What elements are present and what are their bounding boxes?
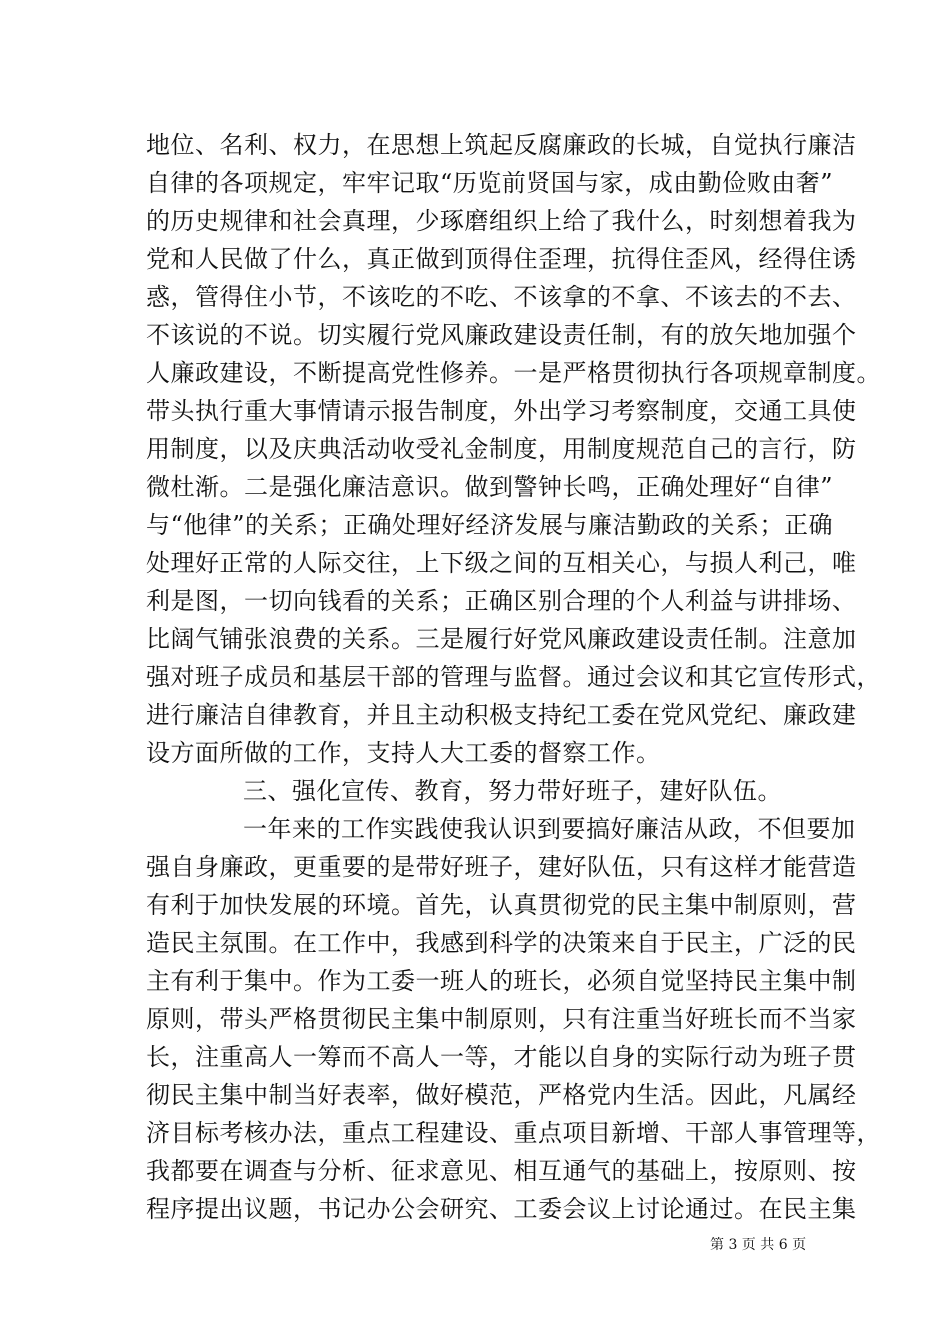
- text-line: 进行廉洁自律教育，并且主动积极支持纪工委在党风党纪、廉政建: [146, 701, 857, 729]
- text-line: 自律的各项规定，牢牢记取“历览前贤国与家，成由勤俭败由奢”: [146, 169, 834, 197]
- text-line: 带头执行重大事情请示报告制度，外出学习考察制度，交通工具使: [146, 397, 857, 425]
- text-line: 不该说的不说。切实履行党风廉政建设责任制，有的放矢地加强个: [146, 321, 857, 349]
- page-number: 第 3 页 共 6 页: [710, 1237, 807, 1253]
- text-line: 与“他律”的关系；正确处理好经济发展与廉洁勤政的关系；正确: [146, 511, 834, 539]
- text-line: 程序提出议题，书记办公会研究、工委会议上讨论通过。在民主集: [146, 1195, 857, 1223]
- text-line: 强自身廉政，更重要的是带好班子，建好队伍，只有这样才能营造: [146, 853, 857, 881]
- text-line: 的历史规律和社会真理，少琢磨组织上给了我什么，时刻想着我为: [146, 207, 857, 235]
- text-line: 设方面所做的工作，支持人大工委的督察工作。: [146, 739, 661, 767]
- text-line: 一年来的工作实践使我认识到要搞好廉洁从政，不但要加: [243, 815, 856, 843]
- text-line: 利是图，一切向钱看的关系；正确区别合理的个人利益与讲排场、: [146, 587, 857, 615]
- text-line: 强对班子成员和基层干部的管理与监督。通过会议和其它宣传形式，: [146, 663, 881, 691]
- text-line: 彻民主集中制当好表率，做好模范，严格党内生活。因此，凡属经: [146, 1081, 857, 1109]
- text-line: 党和人民做了什么，真正做到顶得住歪理，抗得住歪风，经得住诱: [146, 245, 857, 273]
- text-line: 惑，管得住小节，不该吃的不吃、不该拿的不拿、不该去的不去、: [146, 283, 857, 311]
- text-line: 处理好正常的人际交往，上下级之间的互相关心，与损人利己，唯: [146, 549, 857, 577]
- text-line: 地位、名利、权力，在思想上筑起反腐廉政的长城，自觉执行廉洁: [146, 131, 857, 159]
- text-line: 主有利于集中。作为工委一班人的班长，必须自觉坚持民主集中制: [146, 967, 857, 995]
- text-line: 有利于加快发展的环境。首先，认真贯彻党的民主集中制原则，营: [146, 891, 857, 919]
- text-line: 长，注重高人一筹而不高人一等，才能以自身的实际行动为班子贯: [146, 1043, 857, 1071]
- section-heading: 三、强化宣传、教育，努力带好班子，建好队伍。: [243, 777, 782, 805]
- text-line: 原则，带头严格贯彻民主集中制原则，只有注重当好班长而不当家: [146, 1005, 857, 1033]
- text-line: 用制度，以及庆典活动收受礼金制度，用制度规范自己的言行，防: [146, 435, 857, 463]
- text-line: 我都要在调查与分析、征求意见、相互通气的基础上，按原则、按: [146, 1157, 857, 1185]
- text-line: 微杜渐。二是强化廉洁意识。做到警钟长鸣，正确处理好“自律”: [146, 473, 834, 501]
- text-line: 造民主氛围。在工作中，我感到科学的决策来自于民主，广泛的民: [146, 929, 857, 957]
- text-line: 人廉政建设，不断提高党性修养。一是严格贯彻执行各项规章制度。: [146, 359, 881, 387]
- text-line: 济目标考核办法，重点工程建设、重点项目新增、干部人事管理等，: [146, 1119, 881, 1147]
- text-line: 比阔气铺张浪费的关系。三是履行好党风廉政建设责任制。注意加: [146, 625, 857, 653]
